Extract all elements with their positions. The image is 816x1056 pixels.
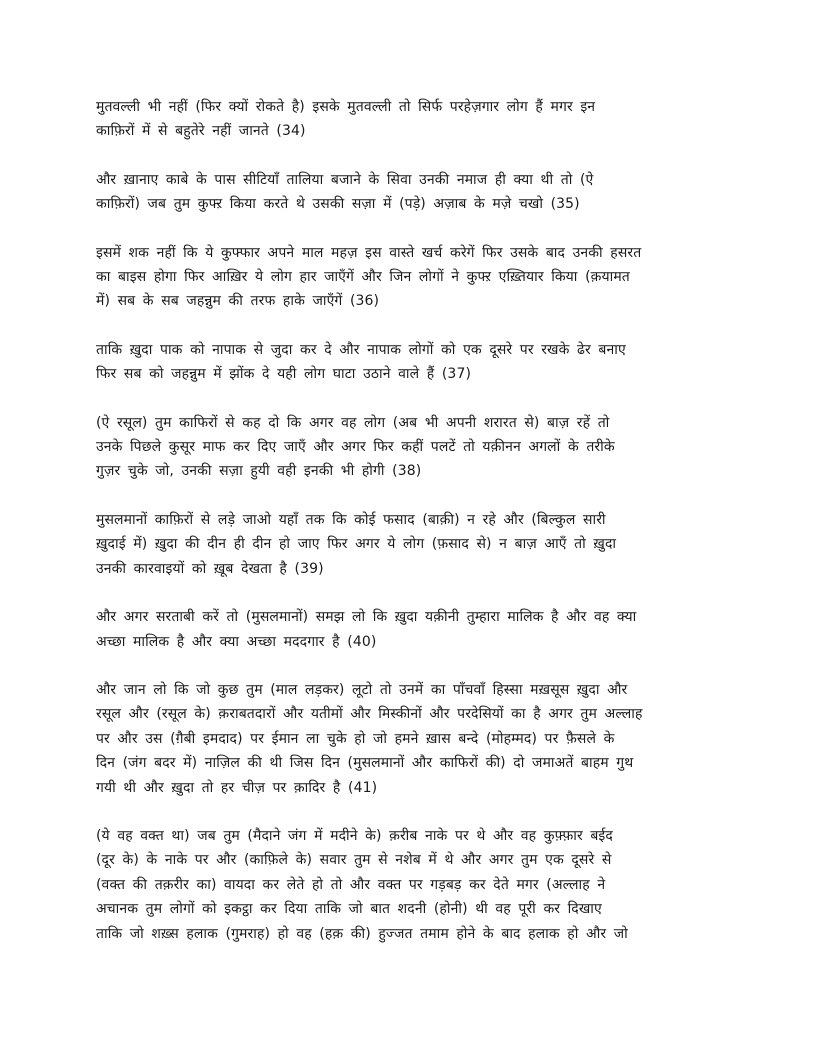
- paragraph-verse-40: [96, 605, 708, 654]
- text-line: उनकी कारवाइयों को ख़ूब देखता है (39): [96, 560, 324, 577]
- text-line: (दूर के) के नाके पर और (काफ़िले के) सवार तुम से नशेब में थे और अगर तुम एक दूसरे से: [96, 852, 612, 869]
- text-line: और जान लो कि जो कुछ तुम (माल लड़कर) लूटो तो उनमें का पाँचवाँ हिस्सा मख़सूस ख़ुदा और: [96, 681, 628, 698]
- text-line: इसमें शक नहीं कि ये कुफ्फार अपने माल महज़ इस वास्ते खर्च करेगें फिर उसके बाद उनकी हसरत: [96, 244, 642, 261]
- text-line: पर और उस (ग़ैबी इमदाद) पर ईमान ला चुके हो जो हमने ख़ास बन्दे (मोहम्मद) पर फ़ैसले के: [96, 730, 615, 747]
- paragraph-verse-34: [96, 95, 708, 144]
- paragraph-verse-35: [96, 168, 708, 217]
- text-line: (वक्त की तक़रीर का) वायदा कर लेते हो तो और वक्त पर गड़बड़ कर देते मगर (अल्लाह ने: [96, 876, 606, 893]
- text-line: उनके पिछले कुसूर माफ कर दिए जाएँ और अगर फिर कहीं पलटें तो यक़ीनन अगलों के तरीके: [96, 439, 615, 456]
- text-line: काफ़िरों) जब तुम कुफ्ऱ किया करते थे उसकी सज़ा में (पड़े) अज़ाब के मज़े चखो (35): [96, 196, 580, 213]
- text-line: ताकि जो शख़्स हलाक (गुमराह) हो वह (हक़ की) हुज्जत तमाम होने के बाद हलाक हो और जो: [96, 925, 628, 942]
- text-line: दिन (जंग बदर में) नाज़िल की थी जिस दिन (मुसलमानों और काफिरों की) दो जमाअतें बाहम गुथ: [96, 755, 634, 772]
- text-line: ख़ुदाई में) ख़ुदा की दीन ही दीन हो जाए फिर अगर ये लोग (फ़साद से) न बाज़ आएँ तो ख़ुदा: [96, 536, 617, 553]
- paragraph-verse-42: [96, 824, 708, 946]
- text-line: और अगर सरताबी करें तो (मुसलमानों) समझ लो कि ख़ुदा यक़ीनी तुम्हारा मालिक है और वह क्या: [96, 609, 637, 626]
- text-line: रसूल और (रसूल के) क़राबतदारों और यतीमों और मिस्कीनों और परदेसियों का है अगर तुम अल्लाह: [96, 706, 643, 723]
- text-line: और ख़ानाए काबे के पास सीटियाँ तालिया बजाने के सिवा उनकी नमाज ही क्या थी तो (ऐ: [96, 171, 594, 188]
- text-line: अच्छा मालिक है और क्या अच्छा मददगार है (40): [96, 633, 377, 650]
- paragraph-verse-41: [96, 678, 708, 800]
- text-line: ताकि ख़ुदा पाक को नापाक से जुदा कर दे और नापाक लोगों को एक दूसरे पर रखके ढेर बनाए: [96, 341, 626, 358]
- text-line: मुतवल्ली भी नहीं (फिर क्यों रोकते है) इसके मुतवल्ली तो सिर्फ परहेज़गार लोग हैं मगर इन: [96, 99, 596, 115]
- text-line: (ऐ रसूल) तुम काफिरों से कह दो कि अगर वह लोग (अब भी अपनी शरारत से) बाज़ रहें तो: [96, 414, 610, 431]
- paragraph-verse-37: [96, 338, 708, 387]
- text-line: गुज़र चुके जो, उनकी सज़ा हुयी वही इनकी भी होगी (38): [96, 463, 422, 480]
- text-line: काफ़िरों में से बहुतेरे नहीं जानते (34): [96, 123, 306, 140]
- paragraph-verse-38: [96, 411, 708, 484]
- document-page: [96, 95, 708, 970]
- paragraph-verse-39: [96, 508, 708, 581]
- text-line: अचानक तुम लोगों को इकट्ठा कर दिया ताकि जो बात शदनी (होनी) थी वह पूरी कर दिखाए: [96, 901, 602, 918]
- text-line: में) सब के सब जहन्नुम की तरफ हाके जाएँगें (36): [96, 293, 380, 310]
- text-line: गयी थी और ख़ुदा तो हर चीज़ पर क़ादिर है (41): [96, 779, 378, 796]
- text-line: मुसलमानों काफ़िरों से लड़े जाओ यहाँ तक कि कोई फसाद (बाक़ी) न रहे और (बिल्कुल सारी: [96, 511, 606, 528]
- paragraph-verse-36: [96, 241, 708, 314]
- text-line: का बाइस होगा फिर आख़िर ये लोग हार जाएँगें और जिन लोगों ने कुफ्ऱ एख़्तियार किया (क़यामत: [96, 269, 630, 286]
- text-line: फिर सब को जहन्नुम में झोंक दे यही लोग घाटा उठाने वाले हैं (37): [96, 366, 472, 383]
- text-line: (ये वह वक्त था) जब तुम (मैदाने जंग में मदीने के) क़रीब नाके पर थे और वह कुफ़्फ़ार बईद: [96, 827, 613, 844]
